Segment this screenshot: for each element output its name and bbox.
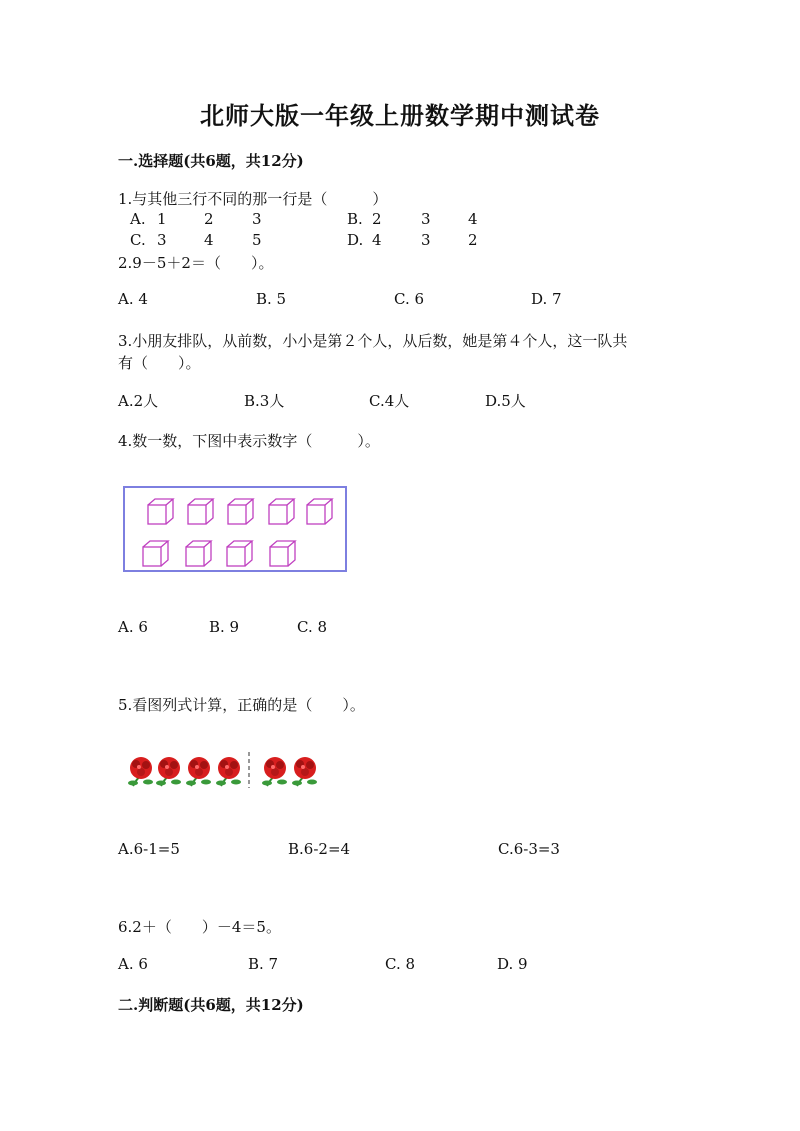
q1-option-d-value: 2	[468, 231, 478, 249]
q1-option-b-value: 3	[421, 210, 431, 228]
cube-icon	[147, 498, 177, 528]
q6-option-d: D. 9	[497, 955, 528, 973]
q6-option-b: B. 7	[248, 955, 279, 973]
q1-option-b-value: 2	[372, 210, 382, 228]
question-2: 2.9－5＋2＝（ ）。	[118, 254, 274, 272]
question-3-line-2: 有（ ）。	[118, 354, 201, 372]
flower-figure	[123, 748, 323, 792]
section-heading-judgment: 二.判断题(共6题，共12分)	[118, 996, 304, 1014]
flower-icon	[186, 757, 211, 786]
question-6: 6.2＋（ ）－4＝5。	[118, 918, 281, 936]
cube-icon	[306, 498, 336, 528]
cube-icon	[187, 498, 217, 528]
q5-option-b: B.6-2=4	[288, 840, 351, 858]
q5-option-c: C.6-3=3	[498, 840, 560, 858]
cube-icon	[185, 540, 215, 570]
flower-icon	[262, 757, 287, 786]
cube-icon	[269, 540, 299, 570]
q4-option-b: B. 9	[209, 618, 240, 636]
flower-icon	[216, 757, 241, 786]
q4-option-a: A. 6	[118, 618, 148, 636]
question-3-line-1: 3.小朋友排队，从前数，小小是第２个人，从后数，她是第４个人，这一队共	[118, 332, 628, 350]
q2-option-b: B. 5	[256, 290, 287, 308]
q5-option-a: A.6-1=5	[118, 840, 180, 858]
q6-option-c: C. 8	[385, 955, 416, 973]
q1-option-c-label: C.	[130, 231, 146, 249]
flower-icon	[292, 757, 317, 786]
question-5: 5.看图列式计算，正确的是（ ）。	[118, 696, 365, 714]
q1-option-c-value: 3	[157, 231, 167, 249]
q1-option-a-label: A.	[130, 210, 146, 228]
flower-icon	[156, 757, 181, 786]
q2-option-a: A. 4	[118, 290, 148, 308]
q1-option-a-value: 1	[157, 210, 167, 228]
q1-option-c-value: 5	[252, 231, 262, 249]
section-heading-choice: 一.选择题(共6题，共12分)	[118, 152, 304, 170]
q1-option-d-value: 4	[372, 231, 382, 249]
q3-option-b: B.3人	[244, 392, 285, 410]
q2-option-d: D. 7	[531, 290, 562, 308]
cube-icon	[226, 540, 256, 570]
cube-icon	[268, 498, 298, 528]
q6-option-a: A. 6	[118, 955, 148, 973]
q1-option-b-value: 4	[468, 210, 478, 228]
cube-icon	[227, 498, 257, 528]
q3-option-a: A.2人	[118, 392, 159, 410]
q3-option-c: C.4人	[369, 392, 410, 410]
q1-option-a-value: 3	[252, 210, 262, 228]
q2-option-c: C. 6	[394, 290, 425, 308]
q1-option-d-value: 3	[421, 231, 431, 249]
question-4: 4.数一数，下图中表示数字（ ）。	[118, 432, 380, 450]
flower-icon	[128, 757, 153, 786]
q1-option-d-label: D.	[347, 231, 364, 249]
cube-icon	[142, 540, 172, 570]
question-1: 1.与其他三行不同的那一行是（ ）	[118, 190, 388, 208]
q3-option-d: D.5人	[485, 392, 526, 410]
q1-option-a-value: 2	[204, 210, 214, 228]
q1-option-c-value: 4	[204, 231, 214, 249]
q1-option-b-label: B.	[347, 210, 363, 228]
page-title: 北师大版一年级上册数学期中测试卷	[200, 101, 600, 130]
q4-option-c: C. 8	[297, 618, 328, 636]
